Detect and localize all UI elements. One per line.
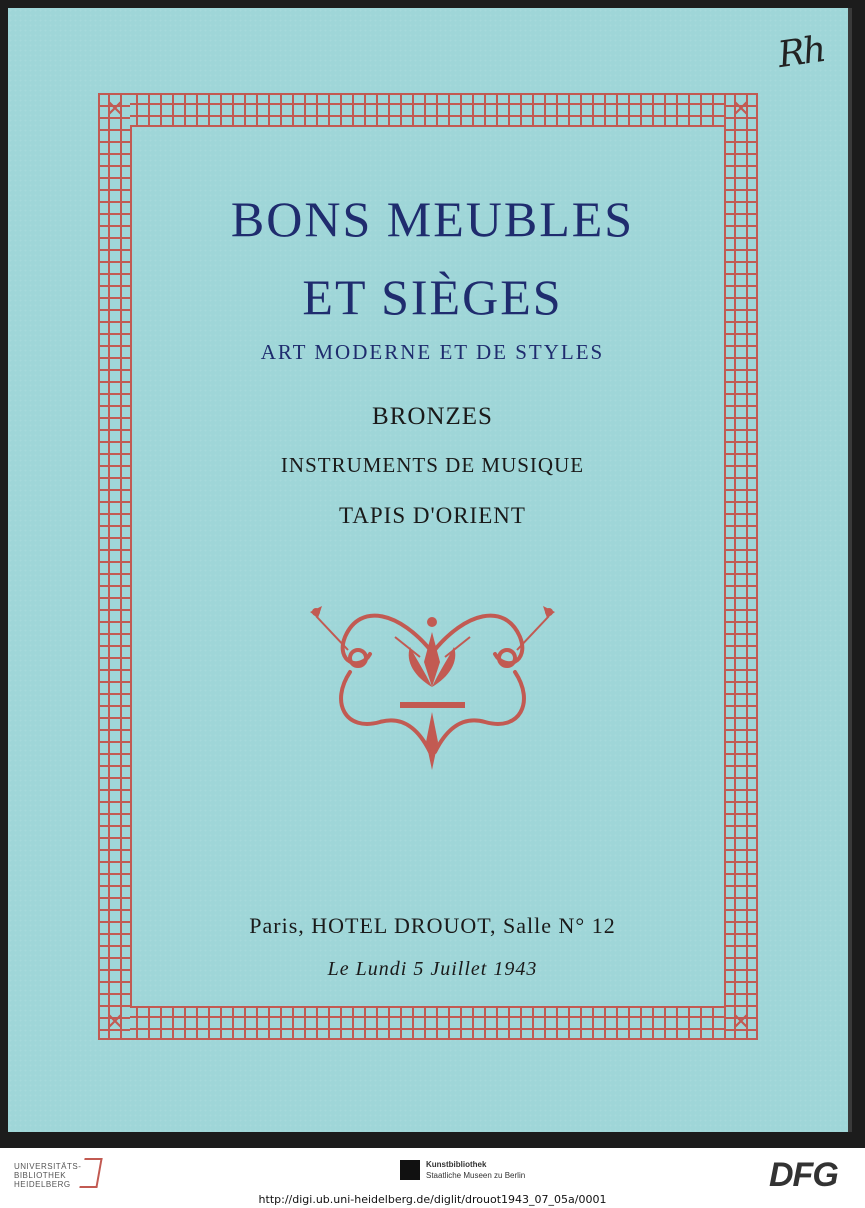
logo-line: UNIVERSITÄTS- xyxy=(14,1162,82,1171)
corner-ornament-icon: ✕ xyxy=(731,1010,751,1035)
permalink-url[interactable]: http://digi.ub.uni-heidelberg.de/diglit/drouot1943_07_05a/0001 xyxy=(258,1193,607,1206)
lot-category-tapis: TAPIS D'ORIENT xyxy=(339,503,526,528)
cover-title-line-2: ET SIÈGES xyxy=(302,269,563,325)
logo-line: BIBLIOTHEK xyxy=(14,1171,67,1180)
cover-title-line-1: BONS MEUBLES xyxy=(230,191,635,247)
heidelberg-library-logo xyxy=(14,1162,81,1189)
corner-ornament-icon: ✕ xyxy=(731,97,751,122)
cover-subtitle: ART MODERNE ET DE STYLES xyxy=(260,340,605,364)
rococo-ornament-icon xyxy=(300,592,565,774)
dfg-logo: DFG xyxy=(769,1156,838,1194)
logo-line: HEIDELBERG xyxy=(14,1180,71,1189)
kb-line-1: Kunstbibliothek xyxy=(426,1160,487,1169)
kunstbibliothek-label xyxy=(426,1159,525,1181)
sale-venue: Paris, HOTEL DROUOT, Salle N° 12 xyxy=(249,913,616,938)
lot-category-bronzes: BRONZES xyxy=(372,403,493,430)
lot-category-instruments: INSTRUMENTS DE MUSIQUE xyxy=(280,453,585,477)
kunstbibliothek-logo-icon xyxy=(400,1160,420,1180)
handwritten-mark: Rh xyxy=(775,28,827,77)
corner-ornament-icon: ✕ xyxy=(105,97,125,122)
frame-inner-line xyxy=(130,125,726,1008)
kb-line-2: Staatliche Museen zu Berlin xyxy=(426,1171,526,1180)
sale-date: Le Lundi 5 Juillet 1943 xyxy=(327,958,538,980)
corner-ornament-icon: ✕ xyxy=(105,1010,125,1035)
